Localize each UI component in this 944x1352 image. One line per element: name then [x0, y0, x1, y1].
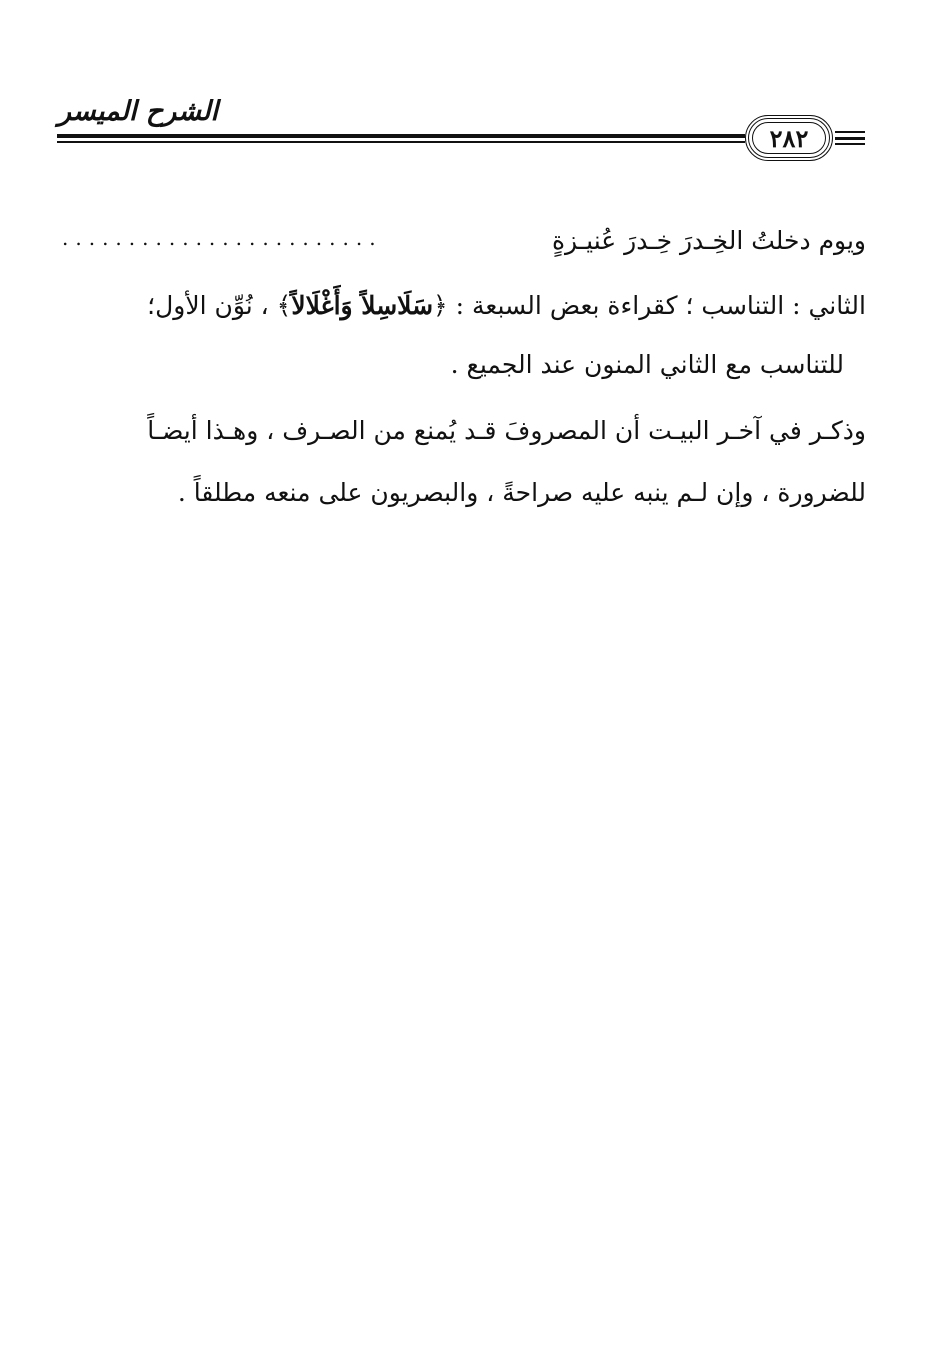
- verse-dots: ........................: [62, 226, 383, 250]
- page-number-badge: [745, 115, 833, 161]
- header-rule-bottom: [57, 141, 745, 143]
- page-number: ٢٨٢: [769, 123, 809, 153]
- header-rule-right-3: [835, 143, 865, 145]
- line2-pre: الثاني : التناسب ؛ كقراءة بعض السبعة : ﴿: [433, 291, 866, 320]
- line2-post: ﴾ ، نُوِّن الأول؛: [147, 291, 292, 320]
- paragraph-line-2: [147, 293, 866, 318]
- header-rule-right-2: [835, 137, 865, 140]
- paragraph-line-5: للضرورة ، وإن لـم ينبه عليه صراحةً ، والبصريون على منعه مطلقاً .: [177, 478, 866, 507]
- quran-quote: سَلَاسِلاً وَأَغْلَالاً: [291, 291, 434, 320]
- paragraph-line-3: للتناسب مع الثاني المنون عند الجميع .: [450, 350, 844, 379]
- header-rule-top: [57, 134, 745, 138]
- verse-line: ويوم دخلتُ الخِـدرَ خِـدرَ عُنيـزةٍ: [551, 226, 866, 255]
- header-rule-right-1: [835, 131, 865, 133]
- paragraph-line-4: وذكـر في آخـر البيـت أن المصروفَ قـد يُمنع من الصـرف ، وهـذا أيضـاً: [147, 416, 866, 445]
- book-title: الشرح الميسر: [58, 96, 219, 127]
